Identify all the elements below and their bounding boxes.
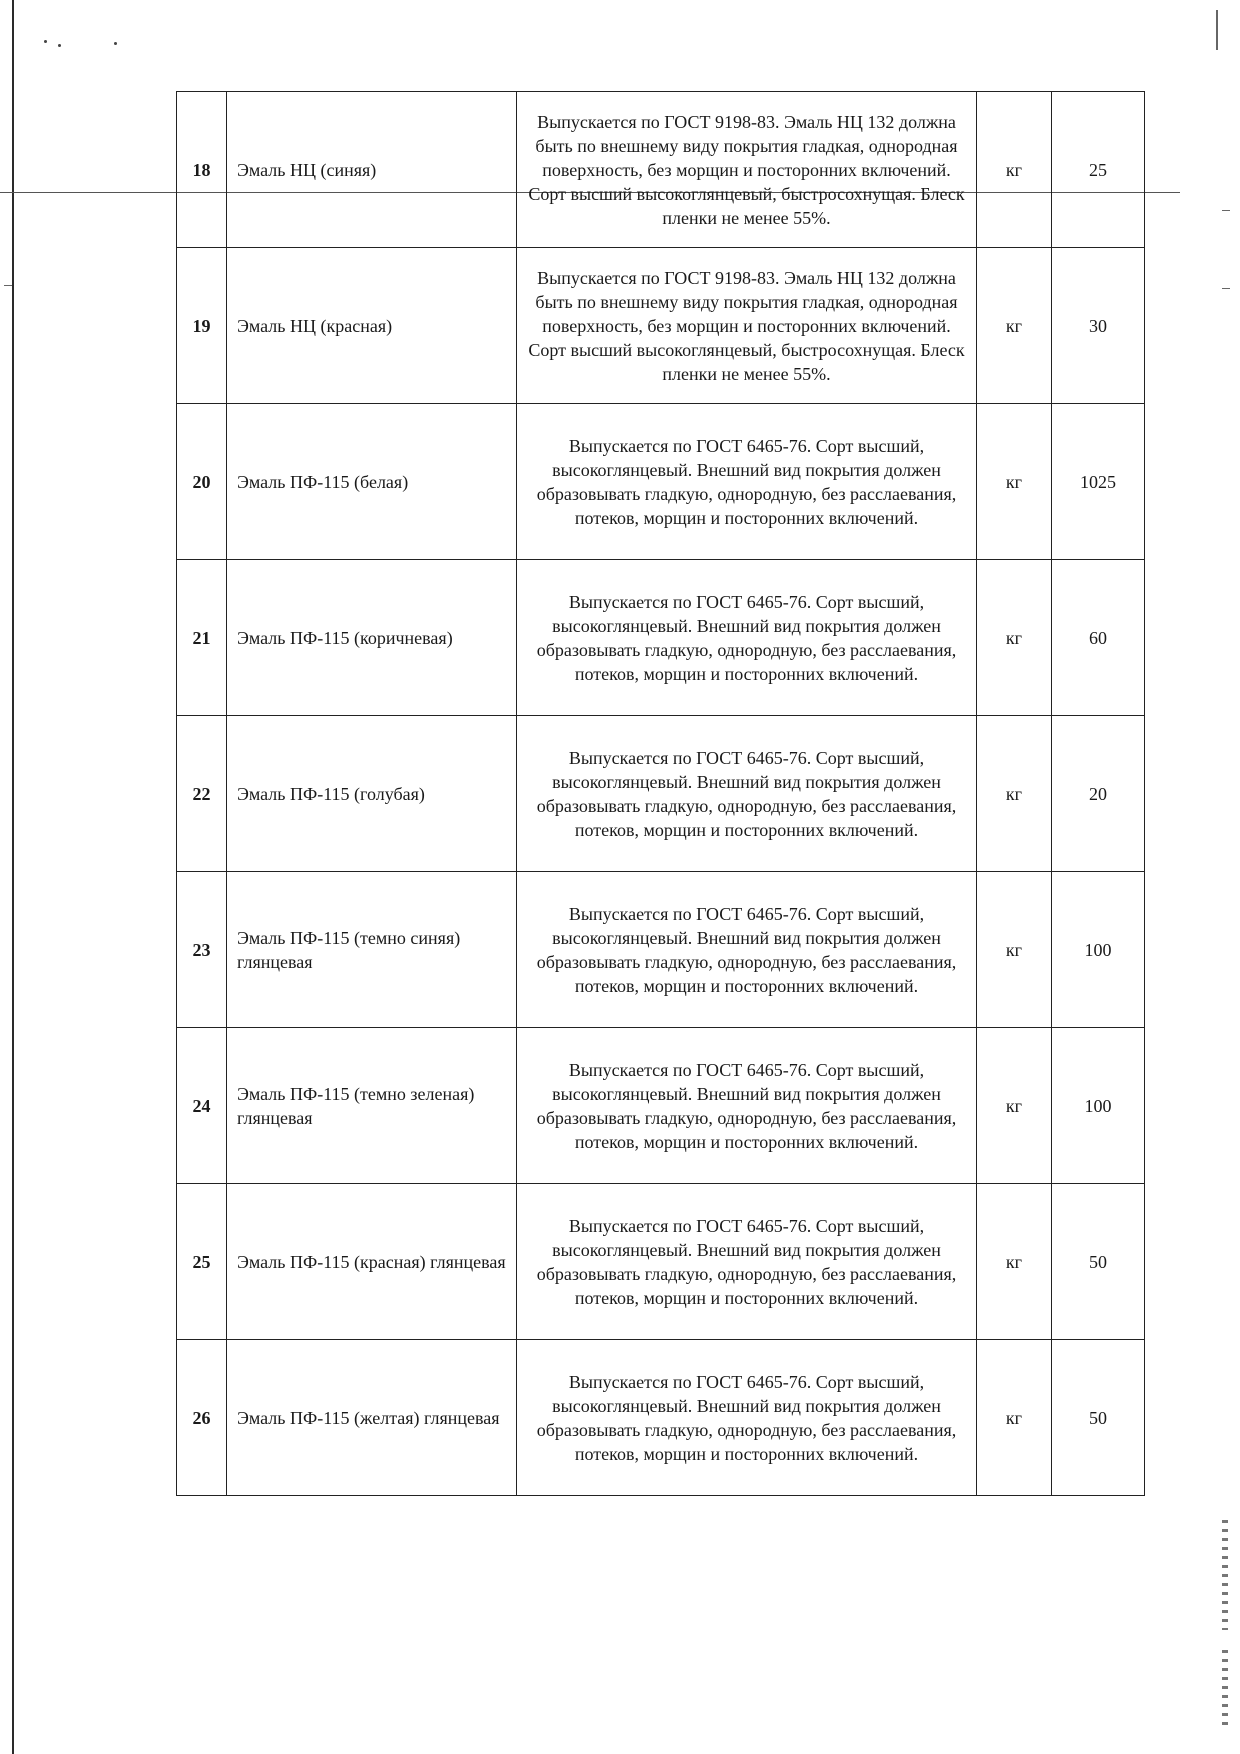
item-unit: кг <box>977 248 1052 404</box>
table-row <box>177 404 1145 560</box>
item-name: Эмаль ПФ-115 (белая) <box>227 404 517 560</box>
item-quantity: 1025 <box>1052 404 1145 560</box>
scan-edge-line <box>12 0 14 1754</box>
scan-edge-mark <box>1222 1520 1228 1630</box>
item-unit: кг <box>977 1340 1052 1496</box>
item-unit: кг <box>977 872 1052 1028</box>
item-description: Выпускается по ГОСТ 9198-83. Эмаль НЦ 132 должна быть по внешнему виду покрытия гладкая, однородная поверхность, без морщин и посторонних включений. Сорт высший высокоглянцевый, быстросохнущая. Блеск пленки не менее 55%. <box>517 92 977 248</box>
table-row <box>177 560 1145 716</box>
item-name: Эмаль ПФ-115 (темно зеленая) глянцевая <box>227 1028 517 1184</box>
item-name: Эмаль НЦ (синяя) <box>227 92 517 248</box>
item-quantity: 50 <box>1052 1340 1145 1496</box>
item-unit: кг <box>977 92 1052 248</box>
item-name: Эмаль ПФ-115 (желтая) глянцевая <box>227 1340 517 1496</box>
item-description: Выпускается по ГОСТ 6465-76. Сорт высший, высокоглянцевый. Внешний вид покрытия должен образовывать гладкую, однородную, без расслаевания, потеков, морщин и посторонних включений. <box>517 404 977 560</box>
item-quantity: 20 <box>1052 716 1145 872</box>
item-description: Выпускается по ГОСТ 6465-76. Сорт высший, высокоглянцевый. Внешний вид покрытия должен образовывать гладкую, однородную, без расслаевания, потеков, морщин и посторонних включений. <box>517 1028 977 1184</box>
item-description: Выпускается по ГОСТ 6465-76. Сорт высший, высокоглянцевый. Внешний вид покрытия должен образовывать гладкую, однородную, без расслаевания, потеков, морщин и посторонних включений. <box>517 1340 977 1496</box>
item-quantity: 30 <box>1052 248 1145 404</box>
scan-speck <box>114 42 117 45</box>
scan-speck <box>58 44 61 47</box>
scan-edge-mark <box>1222 288 1230 289</box>
scan-edge-mark <box>1222 1650 1228 1730</box>
table-row <box>177 1184 1145 1340</box>
row-number: 24 <box>177 1028 227 1184</box>
scan-edge-mark <box>1222 210 1230 211</box>
item-name: Эмаль ПФ-115 (красная) глянцевая <box>227 1184 517 1340</box>
item-quantity: 50 <box>1052 1184 1145 1340</box>
item-unit: кг <box>977 404 1052 560</box>
item-description: Выпускается по ГОСТ 6465-76. Сорт высший, высокоглянцевый. Внешний вид покрытия должен образовывать гладкую, однородную, без расслаевания, потеков, морщин и посторонних включений. <box>517 716 977 872</box>
table-row <box>177 716 1145 872</box>
table-row <box>177 1340 1145 1496</box>
row-number: 18 <box>177 92 227 248</box>
item-description: Выпускается по ГОСТ 6465-76. Сорт высший, высокоглянцевый. Внешний вид покрытия должен образовывать гладкую, однородную, без расслаевания, потеков, морщин и посторонних включений. <box>517 1184 977 1340</box>
row-number: 19 <box>177 248 227 404</box>
row-number: 22 <box>177 716 227 872</box>
item-name: Эмаль НЦ (красная) <box>227 248 517 404</box>
item-name: Эмаль ПФ-115 (темно синяя) глянцевая <box>227 872 517 1028</box>
item-quantity: 60 <box>1052 560 1145 716</box>
scan-speck <box>44 40 47 43</box>
materials-table <box>176 91 1145 1496</box>
row-number: 21 <box>177 560 227 716</box>
table-row <box>177 872 1145 1028</box>
item-unit: кг <box>977 1184 1052 1340</box>
table-row <box>177 248 1145 404</box>
table-row <box>177 1028 1145 1184</box>
item-quantity: 100 <box>1052 872 1145 1028</box>
item-description: Выпускается по ГОСТ 9198-83. Эмаль НЦ 132 должна быть по внешнему виду покрытия гладкая, однородная поверхность, без морщин и посторонних включений. Сорт высший высокоглянцевый, быстросохнущая. Блеск пленки не менее 55%. <box>517 248 977 404</box>
row-number: 20 <box>177 404 227 560</box>
scan-edge-mark <box>4 285 12 286</box>
item-description: Выпускается по ГОСТ 6465-76. Сорт высший, высокоглянцевый. Внешний вид покрытия должен образовывать гладкую, однородную, без расслаевания, потеков, морщин и посторонних включений. <box>517 872 977 1028</box>
item-name: Эмаль ПФ-115 (коричневая) <box>227 560 517 716</box>
item-unit: кг <box>977 560 1052 716</box>
materials-table-body <box>177 92 1145 1496</box>
item-quantity: 100 <box>1052 1028 1145 1184</box>
item-name: Эмаль ПФ-115 (голубая) <box>227 716 517 872</box>
item-quantity: 25 <box>1052 92 1145 248</box>
table-row <box>177 92 1145 248</box>
item-unit: кг <box>977 716 1052 872</box>
row-number: 23 <box>177 872 227 1028</box>
item-description: Выпускается по ГОСТ 6465-76. Сорт высший, высокоглянцевый. Внешний вид покрытия должен образовывать гладкую, однородную, без расслаевания, потеков, морщин и посторонних включений. <box>517 560 977 716</box>
scan-edge-mark <box>1216 10 1218 50</box>
item-unit: кг <box>977 1028 1052 1184</box>
row-number: 25 <box>177 1184 227 1340</box>
row-number: 26 <box>177 1340 227 1496</box>
